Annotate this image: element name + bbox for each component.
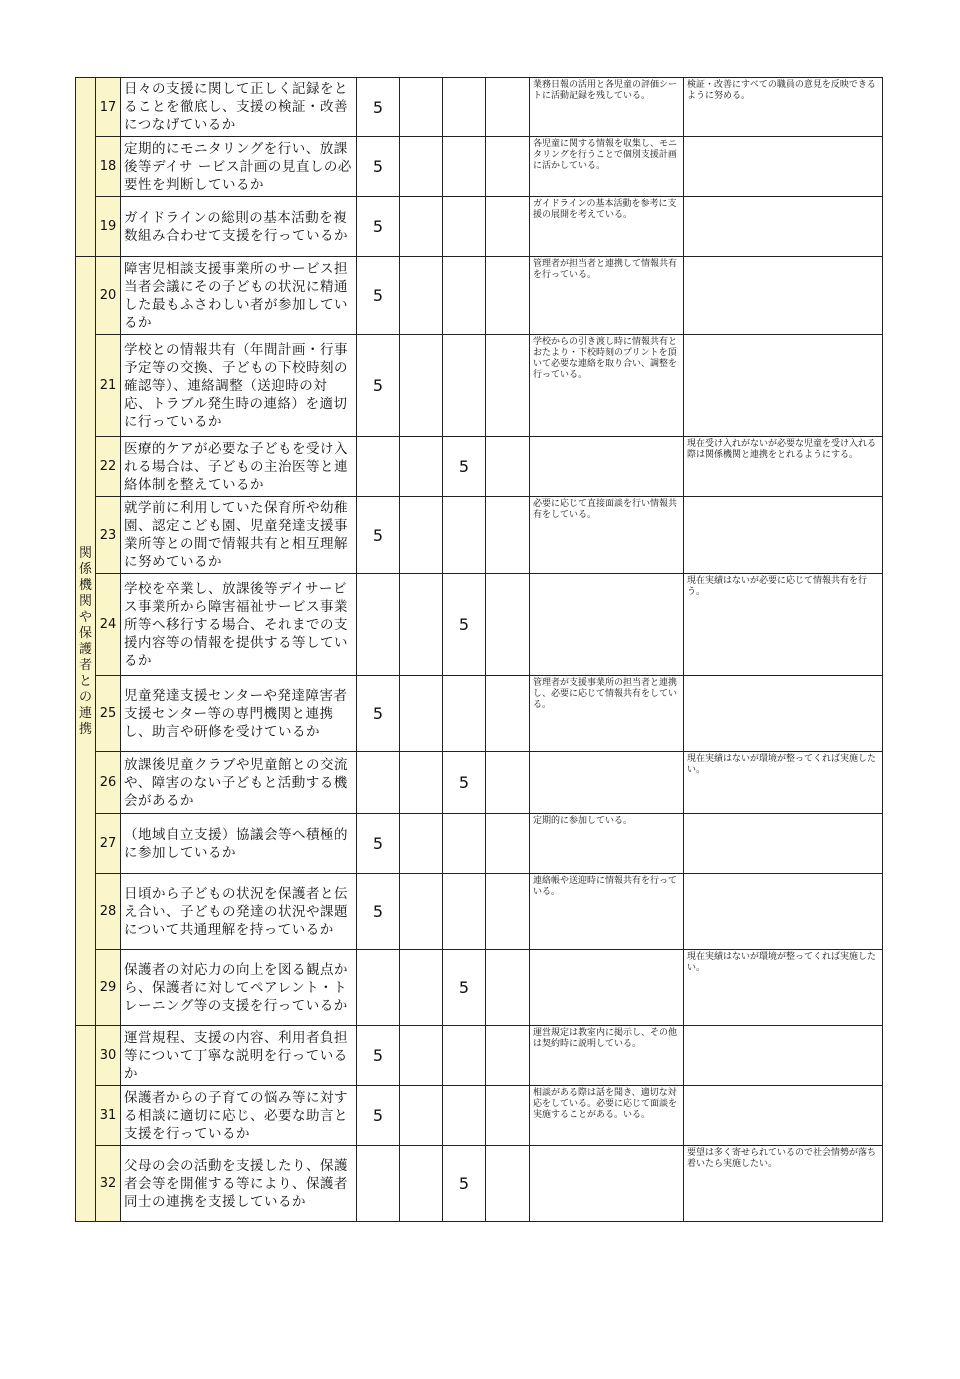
score-no: 5 [443,752,486,814]
improvement-note [684,497,883,574]
question-text: 保護者からの子育ての悩み等に対する相談に適切に応じ、必要な助言と支援を行っているか [121,1086,357,1146]
score-yes: 5 [357,676,400,752]
table-row [76,197,883,257]
table-row [76,257,883,335]
improvement-note [684,197,883,257]
improvement-note: 現在実績はないが環境が整ってくれば実施したい。 [684,752,883,814]
score-extra [486,1086,530,1146]
score-extra [486,874,530,950]
score-extra [486,1026,530,1086]
score-partial [400,1026,443,1086]
score-no [443,197,486,257]
score-no: 5 [443,1146,486,1222]
score-extra [486,257,530,335]
score-no [443,78,486,137]
current-status-note [530,1146,684,1222]
row-number: 32 [96,1146,121,1222]
score-extra [486,78,530,137]
table-row [76,752,883,814]
table-row [76,335,883,437]
question-text: （地域自立支援）協議会等へ積極的に参加しているか [121,814,357,874]
improvement-note: 検証・改善にすべての職員の意見を反映できるように努める。 [684,78,883,137]
current-status-note: 相談がある際は話を聞き、適切な対応をしている。必要に応じて面談を実施することがある。いる。 [530,1086,684,1146]
table-row [76,137,883,197]
score-partial [400,437,443,497]
score-partial [400,497,443,574]
current-status-note: 管理者が担当者と連携して情報共有を行っている。 [530,257,684,335]
row-number: 17 [96,78,121,137]
table-row [76,574,883,676]
improvement-note [684,814,883,874]
score-extra [486,950,530,1026]
improvement-note: 現在実績はないが環境が整ってくれば実施したい。 [684,950,883,1026]
score-yes: 5 [357,1026,400,1086]
score-yes: 5 [357,137,400,197]
evaluation-table [75,77,883,1222]
question-text: 就学前に利用していた保育所や幼稚園、認定こども園、児童発達支援事業所等との間で情報共有と相互理解に努めているか [121,497,357,574]
question-text: 学校を卒業し、放課後等デイサービス事業所から障害福祉サービス事業所等へ移行する場合、それまでの支援内容等の情報を提供する等しているか [121,574,357,676]
row-number: 23 [96,497,121,574]
score-yes: 5 [357,78,400,137]
question-text: 定期的にモニタリングを行い、放課後等デイサ ービス計画の見直しの必要性を判断しているか [121,137,357,197]
table-row [76,437,883,497]
table-row [76,676,883,752]
score-extra [486,676,530,752]
score-no: 5 [443,950,486,1026]
current-status-note: ガイドラインの基本活動を参考に支援の展開を考えている。 [530,197,684,257]
row-number: 18 [96,137,121,197]
table-row [76,814,883,874]
question-text: 運営規程、支援の内容、利用者負担等について丁寧な説明を行っているか [121,1026,357,1086]
category-cell [76,78,96,257]
score-yes: 5 [357,257,400,335]
evaluation-sheet [75,77,882,1222]
row-number: 25 [96,676,121,752]
score-yes: 5 [357,497,400,574]
row-number: 22 [96,437,121,497]
row-number: 26 [96,752,121,814]
table-row [76,1026,883,1086]
score-extra [486,137,530,197]
improvement-note [684,676,883,752]
score-no [443,814,486,874]
table-body [76,78,883,1222]
current-status-note [530,574,684,676]
score-yes [357,752,400,814]
row-number: 24 [96,574,121,676]
score-no: 5 [443,437,486,497]
current-status-note: 業務日報の活用と各児童の評価シートに活動記録を残している。 [530,78,684,137]
row-number: 27 [96,814,121,874]
score-no [443,257,486,335]
current-status-note: 連絡帳や送迎時に情報共有を行っている。 [530,874,684,950]
table-row [76,497,883,574]
score-no [443,497,486,574]
category-label: 関係機関や保護者との連携 [76,257,96,1026]
current-status-note [530,950,684,1026]
question-text: 医療的ケアが必要な子どもを受け入れる場合は、子どもの主治医等と連絡体制を整えているか [121,437,357,497]
score-extra [486,437,530,497]
score-no: 5 [443,574,486,676]
current-status-note [530,437,684,497]
row-number: 31 [96,1086,121,1146]
score-no [443,874,486,950]
current-status-note: 運営規定は教室内に掲示し、その他は契約時に説明している。 [530,1026,684,1086]
improvement-note: 現在受け入れがないが必要な児童を受け入れる際は関係機関と連携をとれるようにする。 [684,437,883,497]
score-extra [486,752,530,814]
question-text: 日頃から子どもの状況を保護者と伝え合い、子どもの発達の状況や課題について共通理解を持っているか [121,874,357,950]
question-text: 児童発達支援センターや発達障害者支援センター等の専門機関と連携し、助言や研修を受けているか [121,676,357,752]
score-extra [486,497,530,574]
score-partial [400,574,443,676]
score-no [443,676,486,752]
question-text: 障害児相談支援事業所のサービス担当者会議にその子どもの状況に精通した最もふさわしい者が参加しているか [121,257,357,335]
score-partial [400,197,443,257]
question-text: 父母の会の活動を支援したり、保護者会等を開催する等により、保護者同士の連携を支援しているか [121,1146,357,1222]
question-text: 保護者の対応力の向上を図る観点から、保護者に対してペアレント・トレーニング等の支援を行っているか [121,950,357,1026]
score-no [443,137,486,197]
score-partial [400,814,443,874]
score-partial [400,1146,443,1222]
score-partial [400,257,443,335]
row-number: 28 [96,874,121,950]
improvement-note [684,257,883,335]
question-text: 日々の支援に関して正しく記録をとることを徹底し、支援の検証・改善につなげているか [121,78,357,137]
table-row [76,78,883,137]
score-yes [357,437,400,497]
score-no [443,1086,486,1146]
question-text: 学校との情報共有（年間計画・行事予定等の交換、子どもの下校時刻の確認等）、連絡調整（送迎時の対応、トラブル発生時の連絡）を適切に行っているか [121,335,357,437]
score-extra [486,574,530,676]
score-yes [357,574,400,676]
row-number: 19 [96,197,121,257]
improvement-note: 現在実績はないが必要に応じて情報共有を行う。 [684,574,883,676]
score-partial [400,137,443,197]
improvement-note: 要望は多く寄せられているので社会情勢が落ち着いたら実施したい。 [684,1146,883,1222]
table-row [76,874,883,950]
score-yes [357,950,400,1026]
question-text: 放課後児童クラブや児童館との交流や、障害のない子どもと活動する機会があるか [121,752,357,814]
score-partial [400,78,443,137]
score-yes [357,1146,400,1222]
score-yes: 5 [357,1086,400,1146]
current-status-note [530,752,684,814]
score-partial [400,752,443,814]
score-extra [486,197,530,257]
row-number: 29 [96,950,121,1026]
score-partial [400,874,443,950]
row-number: 20 [96,257,121,335]
question-text: ガイドラインの総則の基本活動を複数組み合わせて支援を行っているか [121,197,357,257]
improvement-note [684,874,883,950]
score-extra [486,1146,530,1222]
current-status-note: 必要に応じて直接面談を行い情報共有をしている。 [530,497,684,574]
score-no [443,1026,486,1086]
current-status-note: 管理者が支援事業所の担当者と連携し、必要に応じて情報共有をしている。 [530,676,684,752]
score-partial [400,950,443,1026]
score-yes: 5 [357,814,400,874]
row-number: 30 [96,1026,121,1086]
current-status-note: 学校からの引き渡し時に情報共有とおたより・下校時刻のプリントを頂いて必要な連絡を取り合い、調整を行っている。 [530,335,684,437]
row-number: 21 [96,335,121,437]
score-partial [400,1086,443,1146]
table-row [76,950,883,1026]
score-no [443,335,486,437]
score-partial [400,676,443,752]
score-extra [486,814,530,874]
score-yes: 5 [357,197,400,257]
score-partial [400,335,443,437]
improvement-note [684,335,883,437]
table-row [76,1146,883,1222]
improvement-note [684,137,883,197]
score-yes: 5 [357,335,400,437]
improvement-note [684,1086,883,1146]
score-yes: 5 [357,874,400,950]
table-row [76,1086,883,1146]
current-status-note: 定期的に参加している。 [530,814,684,874]
improvement-note [684,1026,883,1086]
score-extra [486,335,530,437]
category-cell [76,1026,96,1222]
current-status-note: 各児童に関する情報を収集し、モニタリングを行うことで個別支援計画に活かしている。 [530,137,684,197]
